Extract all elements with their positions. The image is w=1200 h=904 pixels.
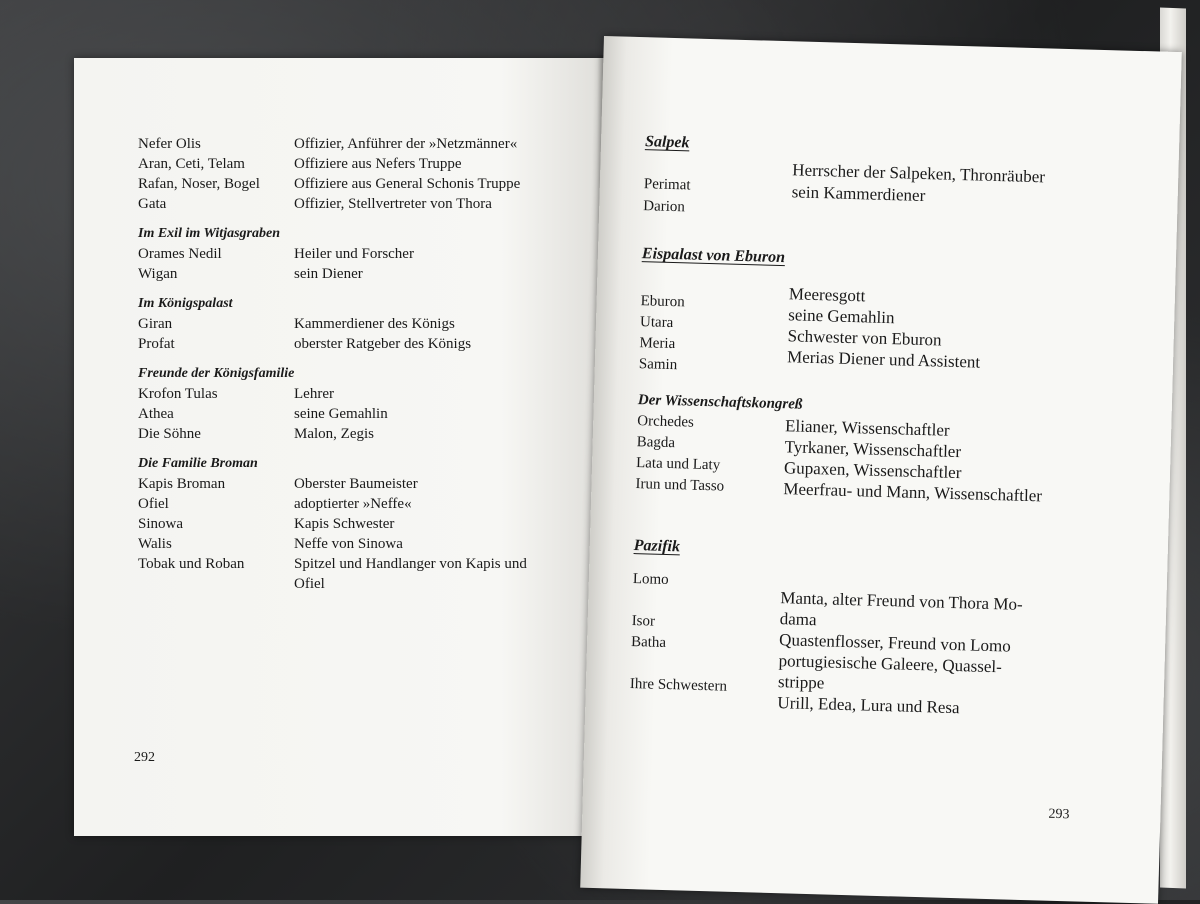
list-item bbox=[138, 264, 527, 284]
list-item bbox=[138, 534, 527, 554]
character-role: strippe bbox=[777, 672, 825, 693]
character-role: Manta, alter Freund von Thora Mo- bbox=[780, 588, 1023, 614]
character-role: Heiler und Forscher bbox=[294, 246, 414, 262]
list-item bbox=[138, 194, 527, 214]
character-role: adoptierter »Neffe« bbox=[294, 496, 412, 512]
character-name: Tobak und Roban bbox=[138, 556, 245, 572]
character-name: Giran bbox=[138, 316, 173, 332]
list-item bbox=[138, 494, 527, 514]
character-name: Bagda bbox=[636, 434, 676, 452]
section-heading: Pazifik bbox=[633, 537, 681, 556]
character-name: Wigan bbox=[138, 266, 178, 282]
list-item bbox=[138, 174, 527, 194]
character-name: Orames Nedil bbox=[138, 246, 222, 262]
character-name: Gata bbox=[138, 196, 167, 212]
section-heading: Der Wissenschaftskongreß bbox=[637, 392, 803, 413]
section-heading: Im Exil im Witjasgraben bbox=[138, 226, 280, 241]
right-page bbox=[580, 36, 1182, 904]
name-column bbox=[639, 291, 686, 376]
page-number: 293 bbox=[1048, 806, 1070, 823]
character-name: Lata und Laty bbox=[635, 455, 721, 474]
character-role: dama bbox=[779, 609, 817, 630]
character-role: oberster Ratgeber des Königs bbox=[294, 336, 472, 352]
character-name: Irun und Tasso bbox=[635, 476, 725, 495]
character-name: Lomo bbox=[632, 571, 669, 589]
name-column bbox=[643, 173, 691, 218]
list-item bbox=[138, 514, 527, 534]
character-role: Merias Diener und Assistent bbox=[786, 347, 981, 372]
character-role: Herrscher der Salpeken, Thronräuber bbox=[792, 160, 1046, 187]
character-name: Orchedes bbox=[637, 413, 695, 431]
character-role: Elianer, Wissenschaftler bbox=[784, 416, 950, 440]
section-heading: Freunde der Königsfamilie bbox=[138, 366, 295, 381]
character-role: Malon, Zegis bbox=[294, 426, 374, 442]
character-name: Aran, Ceti, Telam bbox=[138, 156, 245, 172]
character-role: Offiziere aus Nefers Truppe bbox=[294, 156, 462, 172]
section-heading: Eispalast von Eburon bbox=[641, 245, 786, 267]
character-role: seine Gemahlin bbox=[294, 406, 388, 422]
character-role: Schwester von Eburon bbox=[787, 326, 942, 350]
character-name: Krofon Tulas bbox=[138, 386, 218, 402]
character-role: portugiesische Galeere, Quassel- bbox=[778, 651, 1003, 677]
character-role: Quastenflosser, Freund von Lomo bbox=[778, 630, 1012, 656]
character-role: seine Gemahlin bbox=[788, 305, 895, 328]
character-name: Meria bbox=[639, 335, 676, 353]
left-page bbox=[74, 58, 608, 836]
character-role: Kammerdiener des Königs bbox=[294, 316, 455, 332]
list-item bbox=[138, 404, 527, 424]
character-role: Neffe von Sinowa bbox=[294, 536, 403, 552]
role-column bbox=[777, 587, 1080, 721]
character-name: Eburon bbox=[640, 293, 685, 311]
character-name: Athea bbox=[138, 406, 174, 422]
page-number: 292 bbox=[134, 750, 155, 765]
list-item bbox=[138, 314, 527, 334]
character-role: Lehrer bbox=[294, 386, 334, 402]
list-item bbox=[138, 554, 527, 574]
list-item-continuation bbox=[138, 574, 527, 594]
character-role: Meerfrau- und Mann, Wissenschaftler bbox=[783, 479, 1043, 506]
role-column bbox=[787, 283, 982, 372]
section-heading: Salpek bbox=[644, 133, 690, 152]
character-name: Kapis Broman bbox=[138, 476, 226, 492]
character-name: Rafan, Noser, Bogel bbox=[138, 176, 260, 192]
list-item bbox=[138, 474, 527, 494]
character-name: Ofiel bbox=[138, 496, 169, 512]
character-role: sein Diener bbox=[294, 266, 363, 282]
name-column bbox=[629, 571, 783, 695]
list-item bbox=[138, 134, 527, 154]
character-role: Tyrkaner, Wissenschaftler bbox=[784, 437, 962, 462]
list-item bbox=[138, 384, 527, 404]
character-role: Spitzel und Handlanger von Kapis und bbox=[294, 556, 527, 572]
list-item bbox=[138, 424, 527, 444]
character-name: Utara bbox=[639, 314, 674, 332]
section-heading: Die Familie Broman bbox=[138, 456, 258, 471]
list-item bbox=[138, 334, 527, 354]
character-name: Ihre Schwestern bbox=[629, 675, 728, 695]
character-name: Batha bbox=[630, 633, 667, 651]
character-role: Ofiel bbox=[294, 576, 325, 592]
character-role: Offizier, Stellvertreter von Thora bbox=[294, 196, 492, 212]
character-name: Nefer Olis bbox=[138, 136, 201, 152]
character-name: Isor bbox=[631, 613, 656, 630]
character-name: Walis bbox=[138, 536, 172, 552]
character-name: Profat bbox=[138, 336, 175, 352]
list-item bbox=[138, 154, 527, 174]
character-name: Perimat bbox=[643, 176, 691, 194]
character-name: Darion bbox=[643, 198, 686, 216]
character-role: sein Kammerdiener bbox=[791, 182, 926, 206]
character-role: Urill, Edea, Lura und Resa bbox=[777, 693, 960, 718]
character-name: Sinowa bbox=[138, 516, 183, 532]
congress-list bbox=[635, 411, 1044, 506]
character-role: Offizier, Anführer der »Netzmänner« bbox=[294, 136, 518, 152]
character-name: Samin bbox=[638, 356, 678, 374]
character-role: Oberster Baumeister bbox=[294, 476, 418, 492]
character-role: Meeresgott bbox=[788, 284, 866, 306]
character-name: Die Söhne bbox=[138, 426, 201, 442]
character-role: Kapis Schwester bbox=[294, 516, 395, 532]
section-heading: Im Königspalast bbox=[138, 296, 233, 311]
left-page-cast-list bbox=[138, 134, 527, 594]
role-column bbox=[791, 159, 1045, 210]
list-item bbox=[138, 244, 527, 264]
character-role: Offiziere aus General Schonis Truppe bbox=[294, 176, 521, 192]
character-role: Gupaxen, Wissenschaftler bbox=[783, 458, 962, 483]
